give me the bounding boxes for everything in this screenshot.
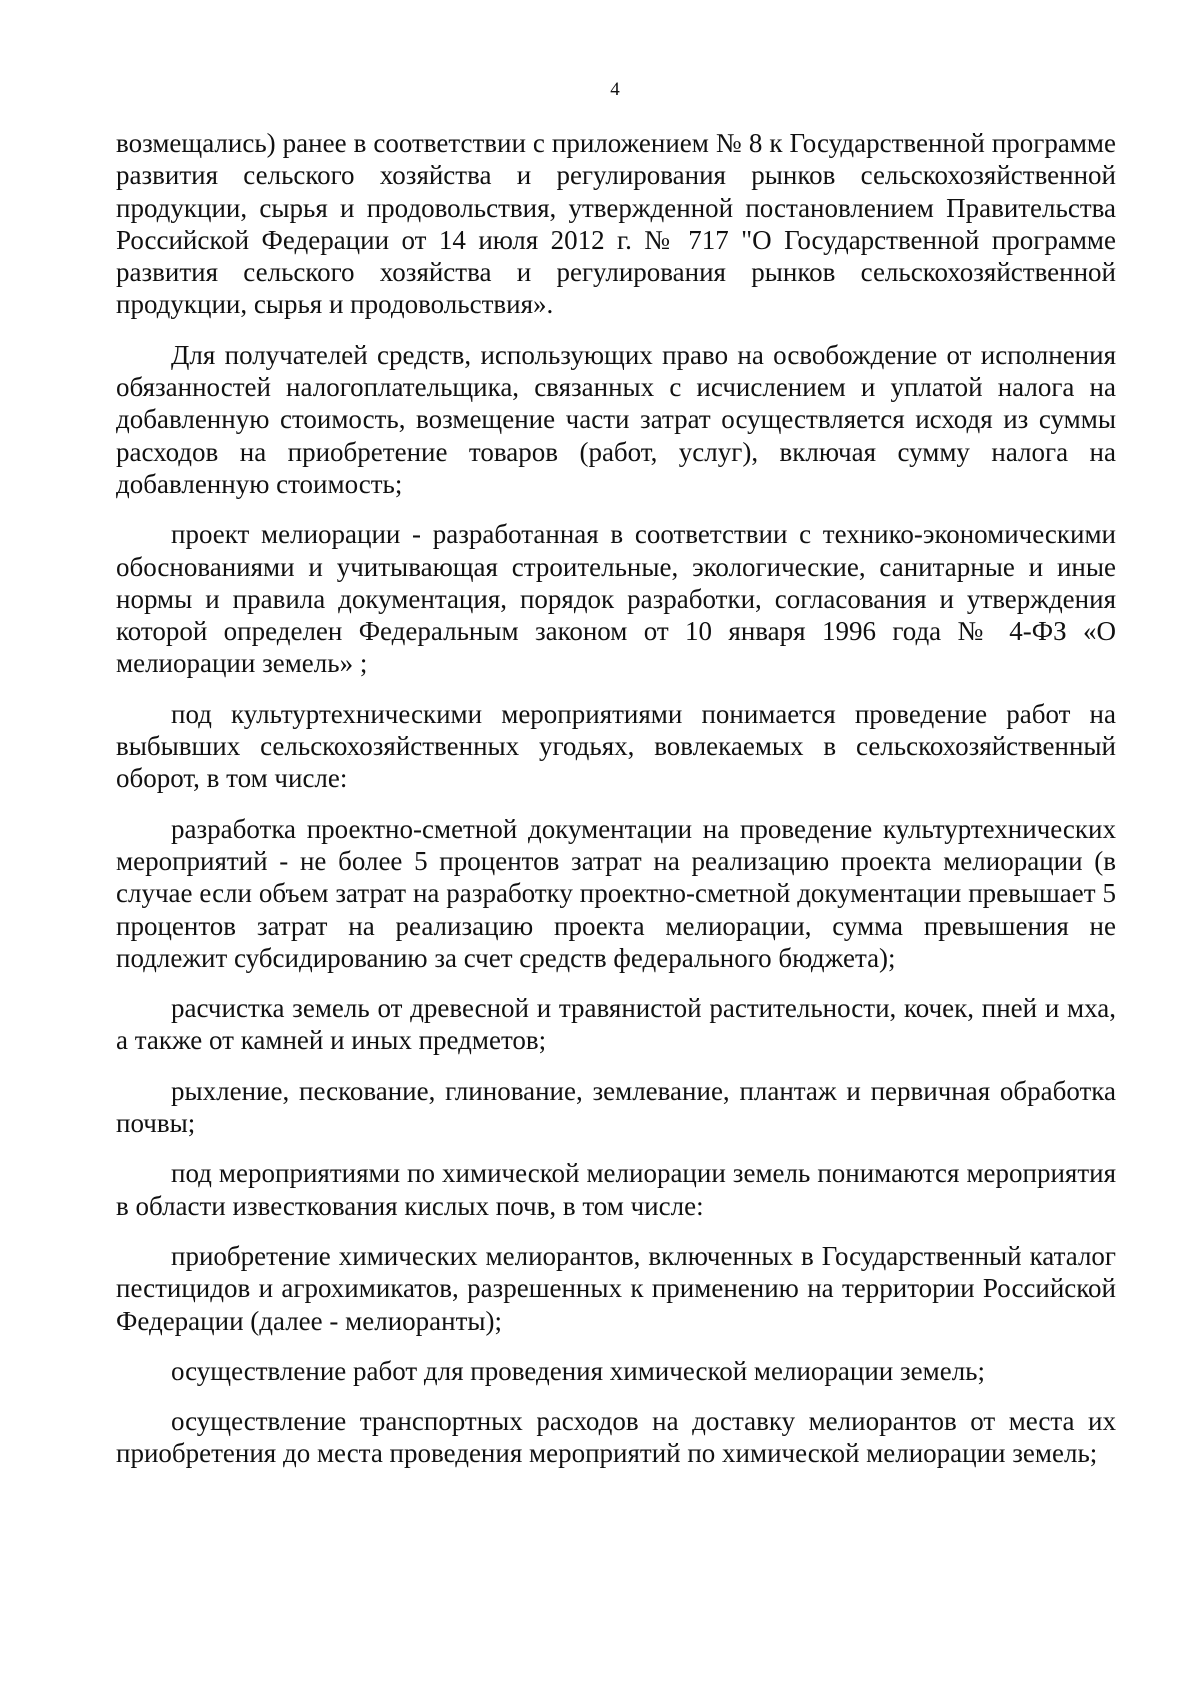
paragraph-land-clearing: расчистка земель от древесной и травянистой растительности, кочек, пней и мха, а также от камней и иных предметов;	[116, 993, 1116, 1056]
page-number: 4	[610, 79, 620, 100]
document-body	[116, 127, 1116, 1488]
paragraph-melioration-project: проект мелиорации - разработанная в соответствии с технико-экономическими обоснованиями и учитывающая строительные, экологические, санитарные и иные нормы и правила документация, порядок разработки, согласования и утверждения которой определен Федеральным законом от 10 января 1996 года № 4-ФЗ «О мелиорации земель» ;	[116, 519, 1116, 679]
paragraph-vat-exemption: Для получателей средств, использующих право на освобождение от исполнения обязанностей налогоплательщика, связанных с исчислением и уплатой налога на добавленную стоимость, возмещение части затрат осуществляется исходя из суммы расходов на приобретение товаров (работ, услуг), включая сумму налога на добавленную стоимость;	[116, 339, 1116, 499]
paragraph-chemical-melioration: под мероприятиями по химической мелиорации земель понимаются мероприятия в области известкования кислых почв, в том числе:	[116, 1158, 1116, 1221]
paragraph-meliorant-purchase: приобретение химических мелиорантов, включенных в Государственный каталог пестицидов и агрохимикатов, разрешенных к применению на территории Российской Федерации (далее - мелиоранты);	[116, 1240, 1116, 1336]
paragraph-transport-costs: осуществление транспортных расходов на доставку мелиорантов от места их приобретения до места проведения мероприятий по химической мелиорации земель;	[116, 1406, 1116, 1469]
paragraph-chemical-works: осуществление работ для проведения химической мелиорации земель;	[171, 1355, 985, 1386]
paragraph-soil-processing: рыхление, пескование, глинование, землевание, плантаж и первичная обработка почвы;	[116, 1075, 1116, 1139]
paragraph-cultural-technical-measures: под культуртехническими мероприятиями понимается проведение работ на выбывших сельскохозяйственных угодьях, вовлекаемых в сельскохозяйственный оборот, в том числе:	[116, 698, 1116, 794]
paragraph-continuation: возмещались) ранее в соответствии с приложением № 8 к Государственной программе развития сельского хозяйства и регулирования рынков сельскохозяйственной продукции, сырья и продовольствия, утвержденной постановлением Правительства Российской Федерации от 14 июля 2012 г. № 717 "О Государственной программе развития сельского хозяйства и регулирования рынков сельскохозяйственной продукции, сырья и продовольствия».	[116, 128, 1116, 320]
paragraph-design-documentation: разработка проектно-сметной документации на проведение культуртехнических мероприятий - не более 5 процентов затрат на реализацию проекта мелиорации (в случае если объем затрат на разработку проектно-сметной документации превышает 5 процентов затрат на реализацию проекта мелиорации, сумма превышения не подлежит субсидированию за счет средств федерального бюджета);	[116, 813, 1116, 973]
